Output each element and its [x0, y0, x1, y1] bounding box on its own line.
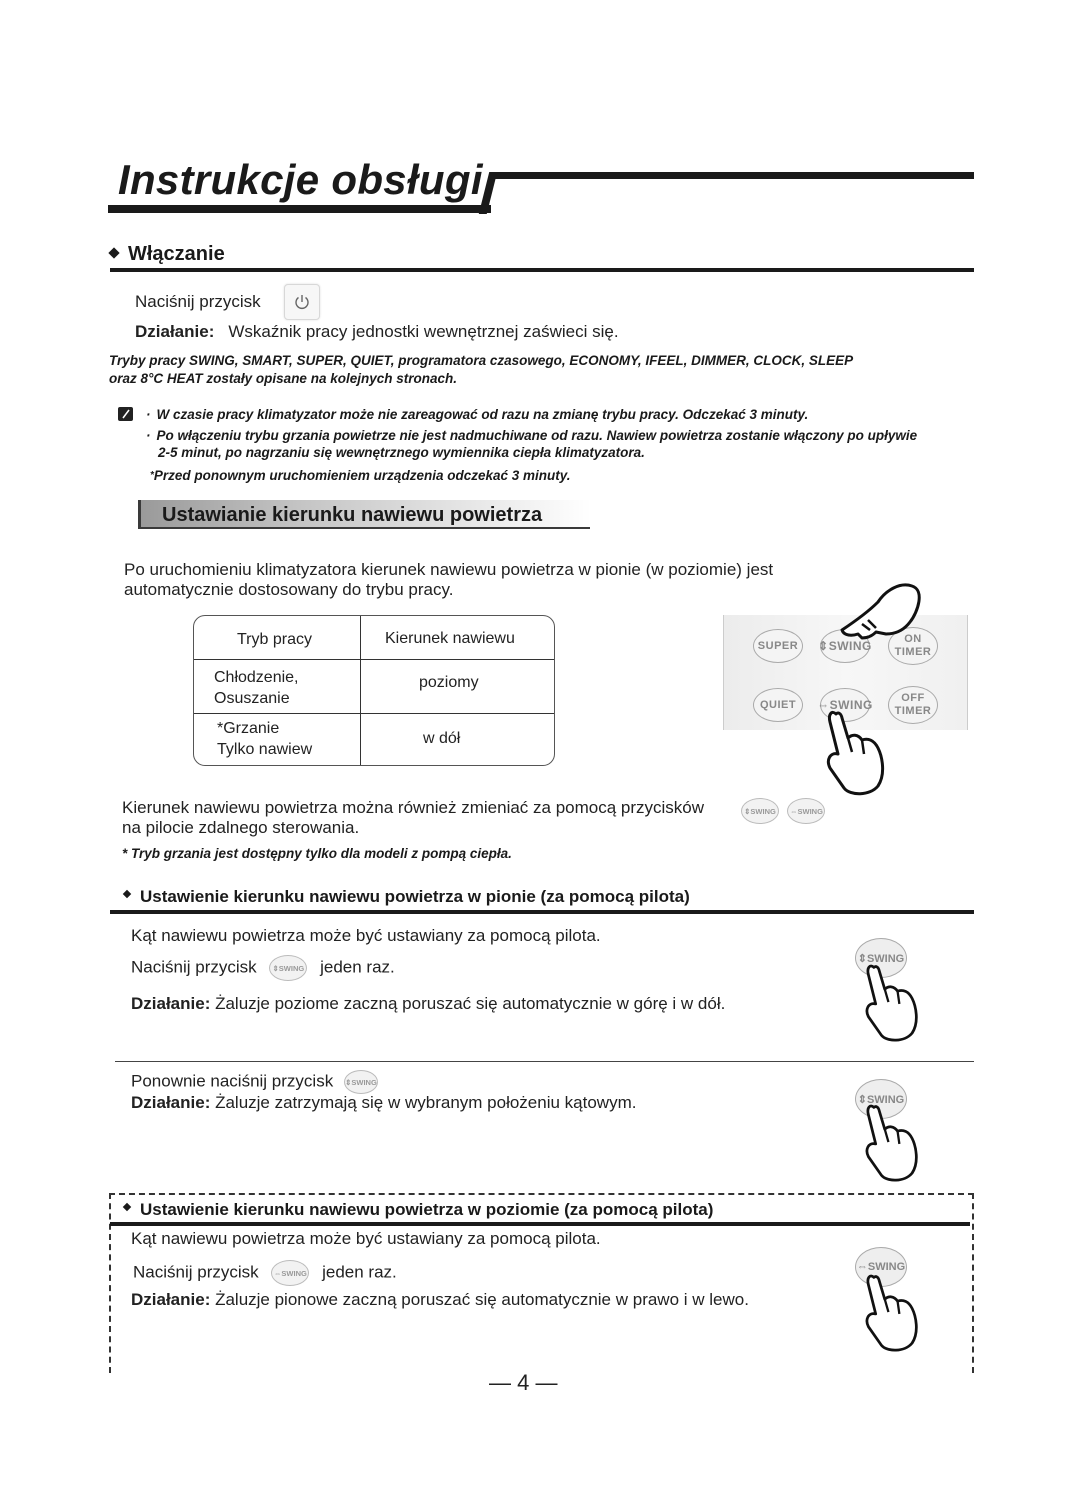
bullet-dot: ·	[146, 428, 151, 443]
intro-line1: Po uruchomieniu klimatyzatora kierunek nawiewu powietrza w pionie (w poziomie) jest	[124, 560, 774, 579]
page-title: Instrukcje obsługi	[118, 156, 483, 203]
btn-line: TIMER	[894, 705, 932, 717]
note-text: Po włączeniu trybu grzania powietrze nie jest nadmuchiwane od razu. Nawiew powietrza zostanie włączony po upływie	[156, 428, 918, 443]
action-label: Działanie:	[131, 1093, 211, 1112]
note-bullet-1	[146, 406, 808, 424]
btn-line: ON	[904, 633, 922, 645]
action-text: Żaluzje zatrzymają się w wybranym położeniu kątowym.	[210, 1093, 637, 1112]
press-suffix: jeden raz.	[322, 1262, 397, 1282]
also-line2: na pilocie zdalnego sterowania.	[122, 818, 360, 837]
title-rule	[493, 172, 974, 179]
hand-pointer-icon	[822, 708, 892, 798]
table-divider	[194, 713, 554, 714]
swing-horizontal-icon: ⇔SWING	[271, 1260, 309, 1286]
mode-line: Chłodzenie,	[214, 669, 299, 686]
section-heading-text: Ustawienie kierunku nawiewu powietrza w pionie (za pomocą pilota)	[140, 887, 690, 906]
modes-note-line2: oraz 8°C HEAT zostały opisane na kolejnych stronach.	[109, 371, 457, 386]
section-heading-on	[110, 243, 225, 266]
note-asterisk	[150, 467, 571, 485]
again-press-row	[131, 1070, 378, 1094]
mode-line: Osuszanie	[214, 690, 290, 707]
swing-horizontal-button-illustration: ⇔SWING	[855, 1247, 907, 1287]
mode-line: Tylko nawiew	[217, 741, 313, 758]
note-bullet-2	[146, 427, 917, 445]
remote-swing-vertical-button: ⇕SWING	[820, 629, 870, 663]
vertical-action-row	[131, 994, 725, 1014]
btn-line: OFF	[901, 692, 925, 704]
dashed-frame-right	[972, 1193, 974, 1373]
bullet-dot: ·	[146, 407, 151, 422]
press-suffix: jeden raz.	[320, 957, 395, 977]
table-cell-direction: poziomy	[419, 674, 479, 691]
dashed-frame-left	[109, 1193, 111, 1373]
swing-vertical-button-illustration: ⇕SWING	[855, 938, 907, 978]
press-power-label: Naciśnij przycisk	[135, 292, 261, 311]
table-cell-mode	[217, 718, 312, 760]
modes-note-line1: Tryby pracy SWING, SMART, SUPER, QUIET, programatora czasowego, ECONOMY, IFEEL, DIMMER, CLOCK, SLEEP	[109, 353, 854, 368]
swing-buttons-inline	[741, 798, 825, 824]
also-text: Kierunek nawiewu powietrza można również zmieniać za pomocą przycisków	[122, 798, 705, 817]
action-text: Żaluzje pionowe zaczną poruszać się automatycznie w prawo i w lewo.	[210, 1290, 749, 1309]
dashed-frame-top	[109, 1193, 974, 1195]
section-heading-horizontal	[124, 1200, 713, 1220]
section-heading-text: Włączanie	[128, 243, 225, 265]
section-banner-title: Ustawianie kierunku nawiewu powietrza	[162, 504, 543, 526]
page-number: — 4 —	[489, 1370, 558, 1395]
mode-line: *Grzanie	[217, 720, 280, 737]
horizontal-intro: Kąt nawiewu powietrza może być ustawiany za pomocą pilota.	[131, 1229, 601, 1248]
hand-pointer-icon	[830, 580, 950, 660]
action-row-on	[135, 322, 619, 342]
note-text: Przed ponownym uruchomieniem urządzenia odczekać 3 minuty.	[153, 468, 571, 483]
power-button	[284, 284, 320, 320]
swing-vertical-icon: ⇕SWING	[741, 798, 779, 824]
section-rule	[110, 1222, 970, 1226]
note-text: W czasie pracy klimatyzator może nie zareagować od razu na zmianę trybu pracy. Odczekać 3 minuty.	[156, 407, 809, 422]
action-label: Działanie:	[131, 1290, 211, 1309]
intro-line2: automatycznie dostosowany do trybu pracy.	[124, 580, 454, 599]
diamond-bullet-icon	[123, 1202, 131, 1210]
vertical-press-row	[131, 955, 395, 981]
action-text: Wskaźnik pracy jednostki wewnętrznej zaświeci się.	[228, 322, 619, 341]
section-rule	[110, 910, 974, 914]
swing-vertical-icon: ⇕SWING	[269, 955, 307, 981]
divider	[115, 1061, 974, 1062]
hand-pointer-icon	[858, 1102, 928, 1184]
horizontal-press-row	[133, 1260, 397, 1286]
power-icon	[293, 293, 311, 311]
swing-vertical-button-illustration: ⇕SWING	[855, 1079, 907, 1119]
horizontal-action-row	[131, 1290, 749, 1310]
note-pencil-icon	[118, 407, 133, 421]
table-cell-mode	[214, 667, 299, 709]
again-label: Ponownie naciśnij przycisk	[131, 1071, 334, 1091]
remote-quiet-button: QUIET	[753, 688, 803, 722]
btn-line: TIMER	[894, 646, 932, 658]
diamond-bullet-icon	[123, 889, 131, 897]
table-divider	[194, 659, 554, 660]
also-line1	[122, 798, 704, 818]
table-header-direction: Kierunek nawiewu	[385, 630, 515, 647]
swing-vertical-icon: ⇕SWING	[344, 1070, 378, 1094]
hand-pointer-icon	[858, 962, 928, 1044]
section-heading-vertical	[124, 887, 690, 907]
vertical-intro: Kąt nawiewu powietrza może być ustawiany za pomocą pilota.	[131, 926, 601, 945]
action-text: Żaluzje poziome zaczną poruszać się automatycznie w górę i w dół.	[210, 994, 726, 1013]
press-label: Naciśnij przycisk	[133, 1262, 259, 1282]
remote-off-timer-button	[888, 686, 938, 724]
press-label: Naciśnij przycisk	[131, 957, 257, 977]
heat-pump-note: * Tryb grzania jest dostępny tylko dla modeli z pompą ciepła.	[122, 846, 512, 861]
action-label: Działanie:	[135, 322, 215, 341]
asterisk: *	[150, 470, 154, 481]
swing-horizontal-icon: ⇔SWING	[787, 798, 825, 824]
section-heading-text: Ustawienie kierunku nawiewu powietrza w poziomie (za pomocą pilota)	[140, 1200, 714, 1219]
section-rule	[110, 268, 974, 272]
mode-direction-table	[193, 615, 555, 766]
note-bullet-2-cont: 2-5 minut, po nagrzaniu się wewnętrznego wymiennika ciepła klimatyzatora.	[158, 445, 645, 460]
action-label: Działanie:	[131, 994, 211, 1013]
remote-super-button: SUPER	[753, 629, 803, 663]
table-divider	[360, 616, 361, 765]
title-underline	[108, 205, 491, 213]
table-cell-direction: w dół	[423, 730, 461, 747]
remote-swing-horizontal-button: ⇔SWING	[820, 688, 870, 722]
hand-pointer-icon	[858, 1272, 928, 1354]
again-action-row	[131, 1093, 636, 1113]
diamond-bullet-icon	[108, 247, 119, 258]
table-header-mode: Tryb pracy	[237, 631, 312, 648]
